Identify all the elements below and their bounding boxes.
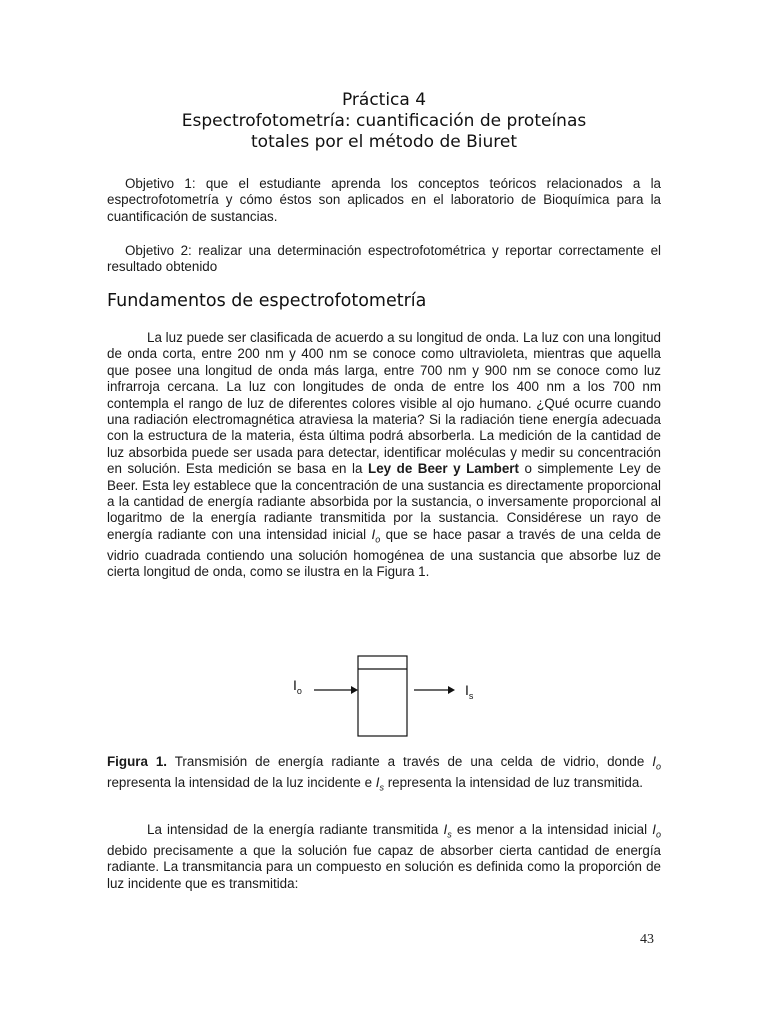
label-is: $I_s$ — [465, 682, 474, 701]
glass-cell — [358, 656, 407, 736]
figure-1-caption: Figura 1. Transmisión de energía radiante a través de una celda de vidrio, donde $I_o$ representa la intensidad de la luz incidente e $I_s$ representa la intensidad de luz transmitida. — [107, 754, 662, 793]
fundamentals-text-c: que se hace pasar a través de una celda de vidrio cuadrada contiendo una solución homogénea de una sustancia que absorbe luz de cierta longitud de onda, como se ilustra en la Figura 1. — [107, 526, 661, 580]
objective-1-text: Objetivo 1: que el estudiante aprenda los conceptos teóricos relacionados a la espectrofotometría y cómo éstos son aplicados en el laboratorio de Bioquímica para la cuantificación de sustancias. — [107, 176, 661, 224]
transmitted-arrowhead — [448, 686, 455, 694]
title-block — [0, 90, 768, 153]
practice-number: Práctica 4 — [341, 90, 427, 110]
transmittance-paragraph: La intensidad de la energía radiante transmitida $I_s$ es menor a la intensidad inicial $I_o$ debido precisamente a que la solución fue capaz de absorber cierta cantidad de energía radiante. La transmitancia para un compuesto en solución es definida como la proporción de luz incidente que es transmitida: — [107, 822, 661, 891]
fundamentals-text-b: o simplemente Ley de Beer. Esta ley establece que la concentración de una sustancia es directamente proporcional a la cantidad de energía radiante absorbida por la sustancia, o inversamente proporcional al logaritmo de la energía radiante transmitida por la sustancia. Considérese un rayo de energía radiante con una intensidad inicial — [107, 461, 662, 542]
symbol-io: $I_o$ — [652, 822, 661, 840]
symbol-io: $I_o$ — [371, 526, 381, 545]
symbol-is: $I_s$ — [443, 822, 452, 840]
figure-1-diagram — [280, 650, 500, 740]
page-title-line2: totales por el método de Biuret — [251, 132, 517, 152]
fundamentals-text-a: La luz puede ser clasificada de acuerdo a su longitud de onda. La luz con una longitud de onda corta, entre 200 nm y 400 nm se conoce como ultravioleta, mientras que aquella que posee una longitud de onda más larga, entre 700 nm y 900 nm se conoce como luz infrarroja cercana. La luz con longitudes de onda de entre los 400 nm a los 700 nm contempla el rango de luz de diferentes colores visible al ojo humano. ¿Qué ocurre cuando una radiación electromagnética atraviesa la materia? Si la radiación tiene energía adecuada con la estructura de la materia, ésta última podrá absorberla. La medición de la cantidad de luz absorbida puede ser usada para detectar, identificar moléculas y medir su concentración en solución. Esta medición se basa en la — [107, 330, 661, 477]
objective-1 — [107, 176, 661, 225]
section-heading: Fundamentos de espectrofotometría — [107, 291, 427, 311]
symbol-io: $I_o$ — [652, 754, 662, 772]
symbol-is: $I_s$ — [375, 775, 384, 793]
page-number: 43 — [640, 932, 654, 947]
beer-lambert-law: Ley de Beer y Lambert — [368, 461, 519, 477]
objective-2 — [107, 243, 661, 276]
fundamentals-paragraph — [107, 330, 661, 581]
label-io: $I_o$ — [293, 677, 302, 696]
page-title-line1: Espectrofotometría: cuantificación de proteínas — [181, 111, 587, 131]
objective-2-text: Objetivo 2: realizar una determinación espectrofotométrica y reportar correctamente el resultado obtenido — [107, 243, 661, 275]
caption-label: Figura 1. — [107, 754, 168, 769]
incident-arrowhead — [351, 686, 358, 694]
